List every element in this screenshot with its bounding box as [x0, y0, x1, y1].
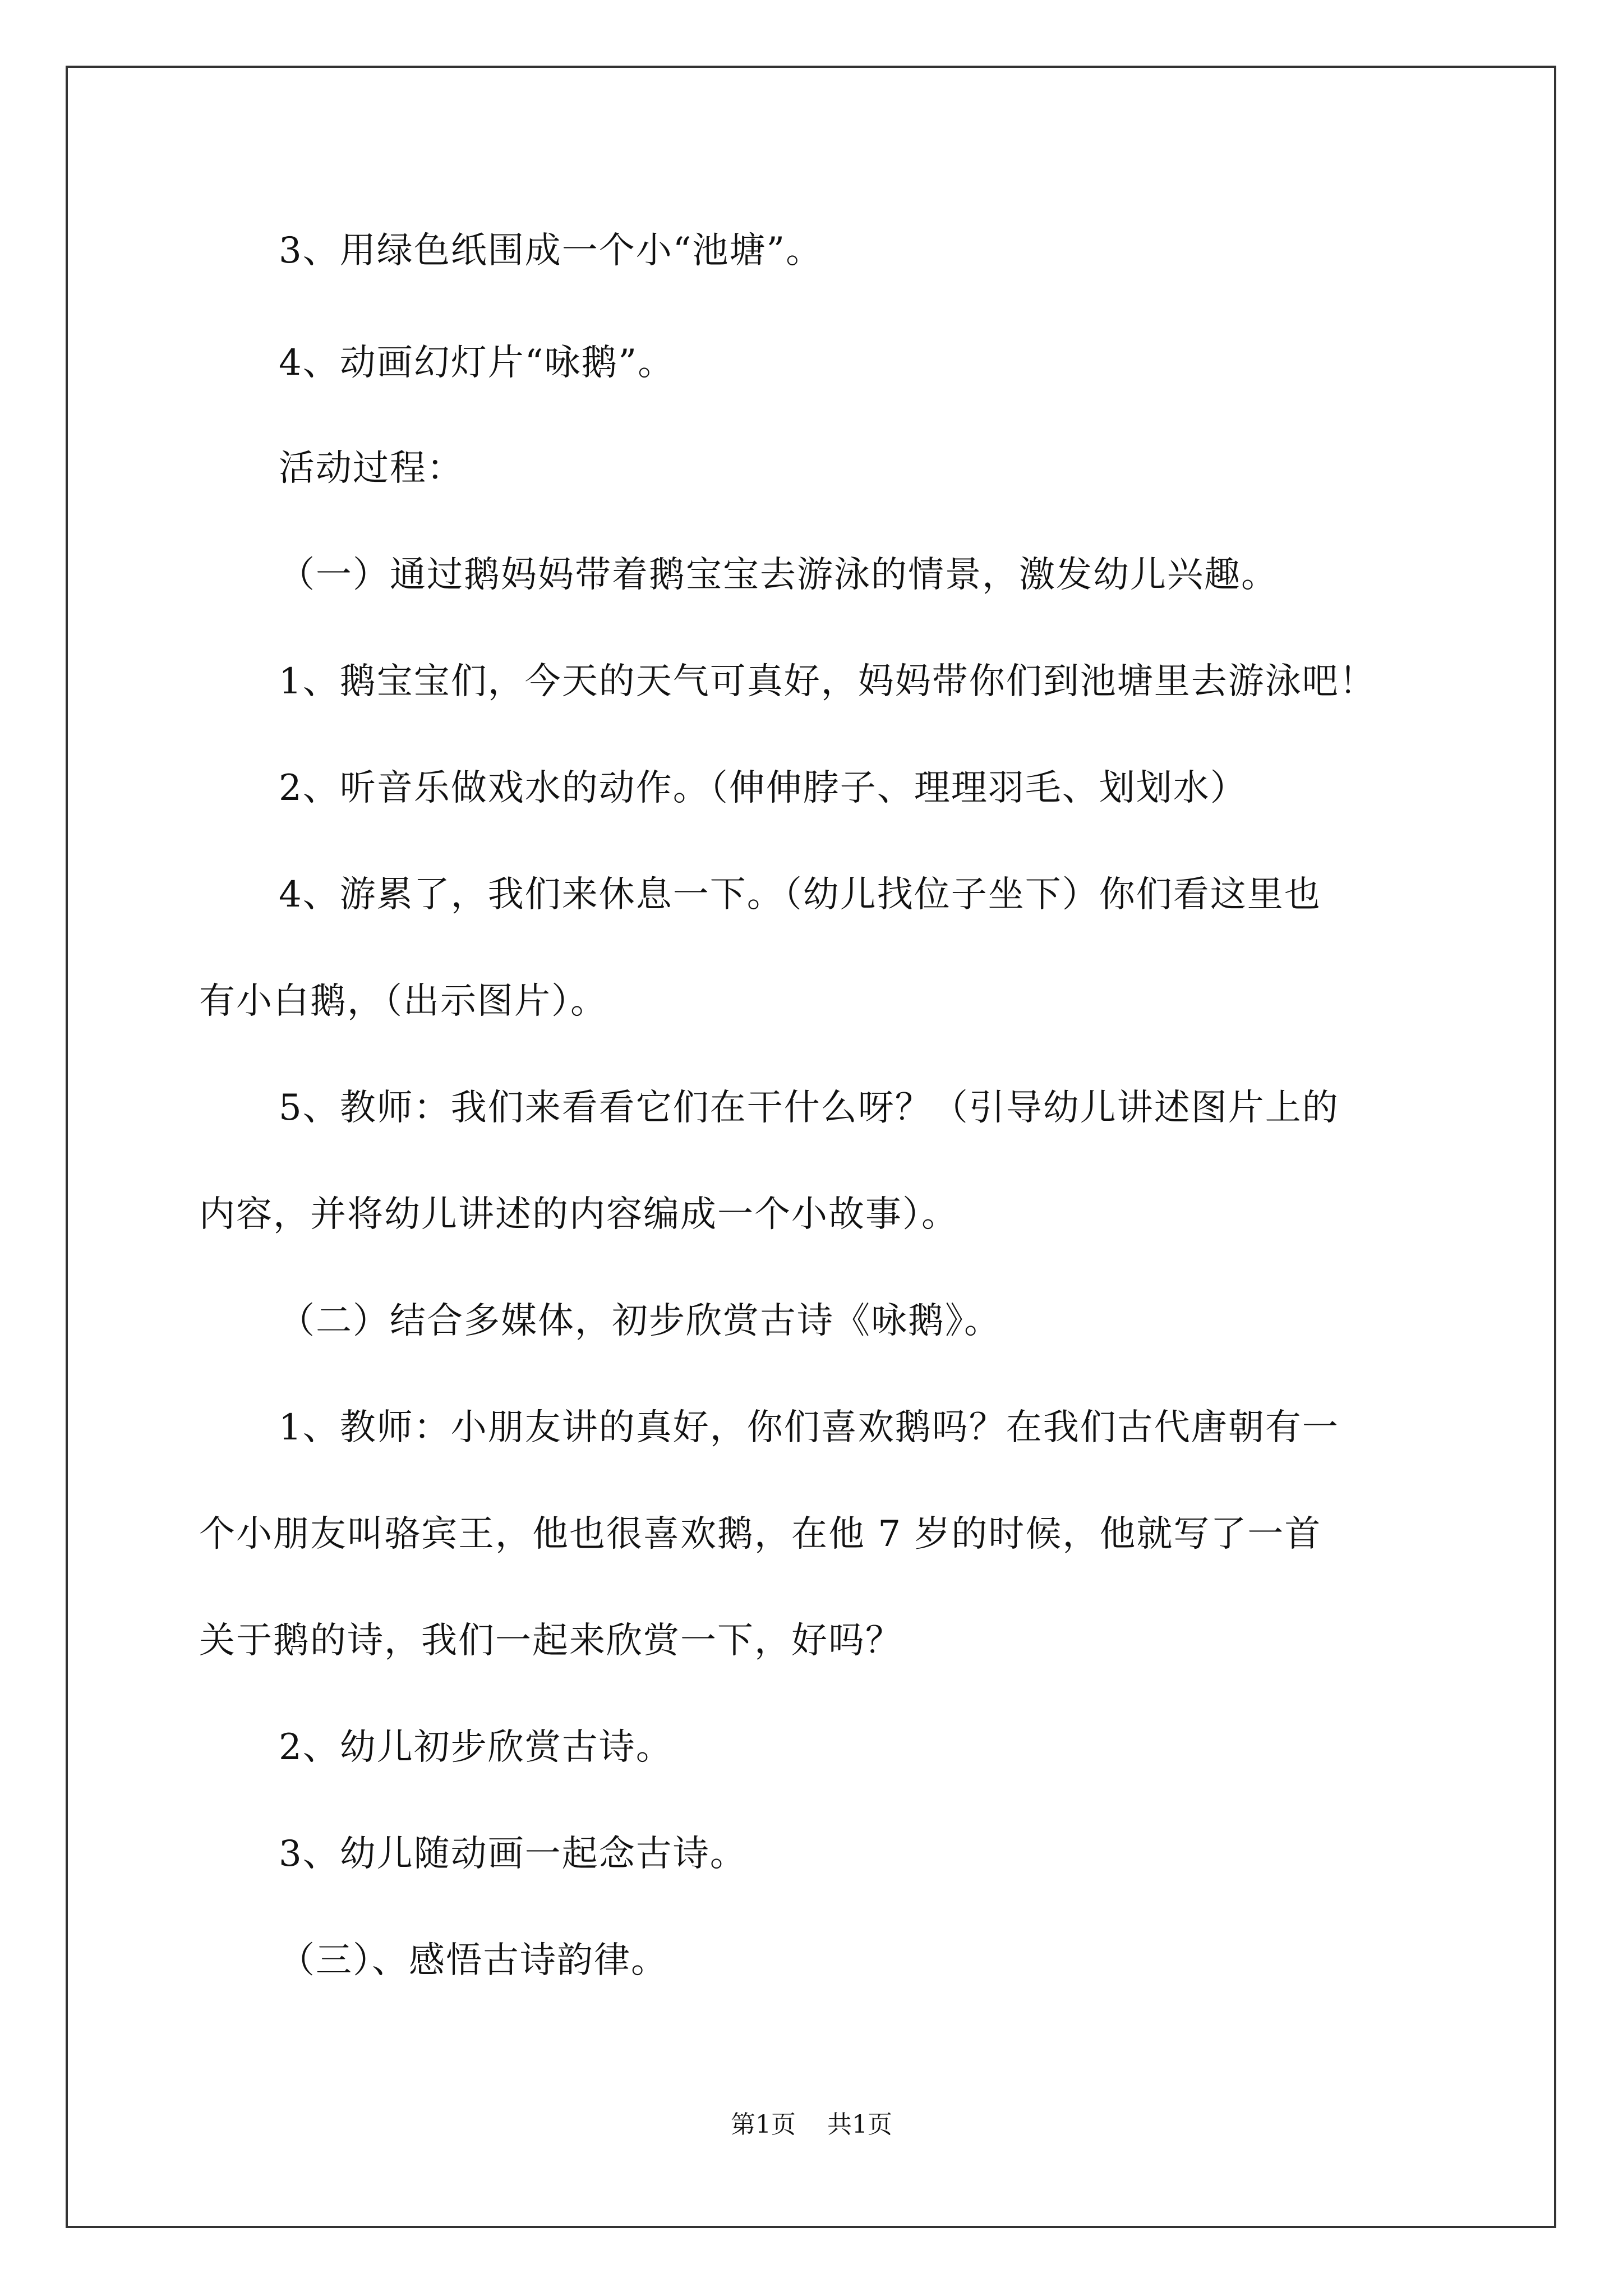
paragraph-line: 2、幼儿初步欣赏古诗。: [279, 1727, 673, 1768]
paragraph-line: （二）结合多媒体，初步欣赏古诗《咏鹅》。: [279, 1300, 1001, 1342]
paragraph-line: 3、用绿色纸围成一个小“池塘”。: [279, 230, 823, 272]
paragraph-line: 1、教师：小朋友讲的真好，你们喜欢鹅吗？在我们古代唐朝有一: [279, 1407, 1339, 1448]
paragraph-line: （一）通过鹅妈妈带着鹅宝宝去游泳的情景，激发幼儿兴趣。: [279, 554, 1278, 596]
paragraph-line: 关于鹅的诗，我们一起来欣赏一下，好吗？: [199, 1620, 902, 1662]
paragraph-line: （三）、感悟古诗韵律。: [279, 1940, 668, 1981]
page-border: [66, 66, 1556, 2228]
page-footer: 第1页 共1页: [731, 2110, 892, 2139]
paragraph-line: 1、鹅宝宝们，今天的天气可真好，妈妈带你们到池塘里去游泳吧！: [279, 661, 1376, 702]
paragraph-line: 5、教师：我们来看看它们在干什么呀？（引导幼儿讲述图片上的: [279, 1087, 1339, 1129]
paragraph-line: 3、幼儿随动画一起念古诗。: [279, 1833, 747, 1875]
paragraph-line: 活动过程：: [279, 448, 464, 489]
paragraph-line: 有小白鹅，（出示图片）。: [199, 981, 607, 1022]
paragraph-line: 内容，并将幼儿讲述的内容编成一个小故事）。: [199, 1194, 958, 1235]
paragraph-line: 个小朋友叫骆宾王，他也很喜欢鹅，在他 7 岁的时候，他就写了一首: [199, 1513, 1322, 1555]
paragraph-line: 2、听音乐做戏水的动作。（伸伸脖子、理理羽毛、划划水）: [279, 767, 1247, 809]
paragraph-line: 4、动画幻灯片“咏鹅”。: [279, 342, 675, 384]
paragraph-line: 4、游累了，我们来休息一下。（幼儿找位子坐下）你们看这里也: [279, 874, 1321, 915]
